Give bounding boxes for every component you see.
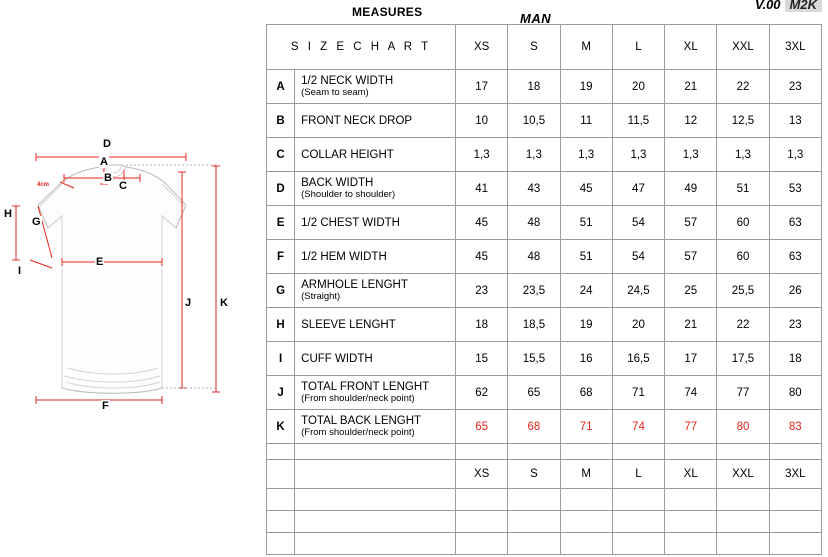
measure-value: 26 [769,274,821,308]
empty-cell [267,460,295,489]
measure-value: 1,3 [717,138,769,172]
measure-value: 83 [769,410,821,444]
empty-cell [612,444,664,460]
measure-value: 54 [612,206,664,240]
version-badge [755,0,822,12]
measure-name: COLLAR HEIGHT [301,148,394,161]
empty-cell [612,533,664,555]
measure-value: 10 [456,104,508,138]
size-chart-heading: S I Z E C H A R T [267,25,456,70]
measure-value: 68 [508,410,560,444]
row-letter-e: E [267,206,295,240]
size-header-s: S [508,25,560,70]
empty-cell [769,489,821,511]
footer-size-header-s: S [508,460,560,489]
empty-cell [560,444,612,460]
measure-value: 13 [769,104,821,138]
version-number: V.00 [754,0,781,12]
measure-value: 45 [456,206,508,240]
measure-value: 1,3 [560,138,612,172]
measure-value: 17 [456,70,508,104]
measure-value: 77 [665,410,717,444]
table-row [267,70,822,104]
empty-cell [769,533,821,555]
row-description [295,104,456,138]
footer-size-header-xxl: XXL [717,460,769,489]
measure-name: TOTAL FRONT LENGHT [301,381,430,393]
empty-cell [508,533,560,555]
measure-value: 20 [612,70,664,104]
table-row [267,104,822,138]
measure-note: (Straight) [301,291,341,302]
table-row [267,138,822,172]
dim-label-K: K [220,297,228,309]
table-row [267,274,822,308]
row-letter-d: D [267,172,295,206]
measure-name: ARMHOLE LENGHT [301,279,408,291]
measure-value: 18 [456,308,508,342]
measure-value: 10,5 [508,104,560,138]
empty-cell [267,533,295,555]
empty-cell [769,444,821,460]
empty-cell [612,489,664,511]
footer-size-header-xl: XL [665,460,717,489]
measure-value: 65 [508,376,560,410]
measure-value: 80 [769,376,821,410]
spacer-row [267,444,822,460]
row-description [295,410,456,444]
row-description [295,274,456,308]
measure-value: 15,5 [508,342,560,376]
measure-value: 19 [560,70,612,104]
measure-name: TOTAL BACK LENGHT [301,415,422,427]
size-header-l: L [612,25,664,70]
measure-value: 57 [665,206,717,240]
dim-label-B: B [104,172,112,184]
empty-cell [456,533,508,555]
measure-value: 23 [769,70,821,104]
measure-note: (Shoulder to shoulder) [301,189,396,200]
measure-value: 17,5 [717,342,769,376]
empty-cell [267,489,295,511]
measure-value: 25,5 [717,274,769,308]
measure-name: 1/2 NECK WIDTH [301,75,394,87]
empty-row [267,511,822,533]
measure-value: 1,3 [508,138,560,172]
table-header-row [267,25,822,70]
size-chart-table [266,24,822,555]
size-chart-body [267,25,822,555]
empty-cell [665,533,717,555]
dim-label-A: A [100,156,108,168]
dim-label-E: E [96,256,104,268]
measure-value: 51 [560,206,612,240]
size-header-m: M [560,25,612,70]
empty-cell [456,511,508,533]
measure-note: (From shoulder/neck point) [301,393,415,404]
empty-cell [560,511,612,533]
measure-value: 23 [769,308,821,342]
row-letter-h: H [267,308,295,342]
measure-value: 18 [769,342,821,376]
measure-value: 45 [456,240,508,274]
measure-value: 21 [665,308,717,342]
measure-value: 60 [717,206,769,240]
measure-value: 22 [717,70,769,104]
measure-value: 74 [665,376,717,410]
measure-value: 51 [717,172,769,206]
row-letter-c: C [267,138,295,172]
empty-cell [295,460,456,489]
tshirt-svg [0,110,262,440]
table-footer-size-row [267,460,822,489]
footer-size-header-xs: XS [456,460,508,489]
table-row [267,376,822,410]
footer-size-header-l: L [612,460,664,489]
measure-value: 18 [508,70,560,104]
measure-value: 1,3 [612,138,664,172]
dim-label-J: J [185,297,192,309]
row-description [295,342,456,376]
measure-value: 51 [560,240,612,274]
empty-cell [456,444,508,460]
row-description [295,70,456,104]
empty-cell [508,511,560,533]
table-row [267,410,822,444]
empty-row [267,533,822,555]
measure-value: 57 [665,240,717,274]
measure-value: 19 [560,308,612,342]
measure-value: 41 [456,172,508,206]
dim-label-C: C [119,180,127,192]
table-row [267,172,822,206]
measure-value: 71 [560,410,612,444]
tshirt-technical-drawing [0,110,262,440]
row-description [295,240,456,274]
table-row [267,342,822,376]
measure-value: 23 [456,274,508,308]
measure-note: (From shoulder/neck point) [301,427,415,438]
measure-value: 63 [769,240,821,274]
size-header-xs: XS [456,25,508,70]
measure-value: 25 [665,274,717,308]
measure-name: BACK WIDTH [301,177,374,189]
measure-value: 80 [717,410,769,444]
row-description [295,206,456,240]
measure-value: 43 [508,172,560,206]
empty-cell [665,511,717,533]
measure-value: 23,5 [508,274,560,308]
empty-cell [456,489,508,511]
row-letter-b: B [267,104,295,138]
empty-cell [267,511,295,533]
row-letter-k: K [267,410,295,444]
measure-value: 24,5 [612,274,664,308]
empty-row [267,489,822,511]
dim-label-G: G [32,216,41,228]
dim-label-collar-note: 4cm [37,182,50,188]
size-header-xl: XL [665,25,717,70]
measure-value: 22 [717,308,769,342]
measure-value: 45 [560,172,612,206]
measure-value: 15 [456,342,508,376]
row-description [295,138,456,172]
measure-value: 77 [717,376,769,410]
measure-value: 12,5 [717,104,769,138]
measure-value: 16,5 [612,342,664,376]
gender-title: MAN [520,11,552,26]
measures-title: MEASURES [352,5,423,19]
empty-cell [717,511,769,533]
empty-cell [295,533,456,555]
dim-label-D: D [103,138,111,150]
measure-value: 1,3 [456,138,508,172]
empty-cell [560,533,612,555]
measure-value: 65 [456,410,508,444]
measure-value: 18,5 [508,308,560,342]
row-description [295,376,456,410]
row-letter-i: I [267,342,295,376]
table-row [267,308,822,342]
row-letter-a: A [267,70,295,104]
row-letter-g: G [267,274,295,308]
empty-cell [665,444,717,460]
measure-value: 24 [560,274,612,308]
measure-name: SLEEVE LENGHT [301,318,396,331]
empty-cell [717,533,769,555]
measure-value: 11,5 [612,104,664,138]
row-description [295,172,456,206]
measure-value: 74 [612,410,664,444]
measure-value: 16 [560,342,612,376]
measure-value: 1,3 [665,138,717,172]
footer-size-header-3xl: 3XL [769,460,821,489]
row-letter-j: J [267,376,295,410]
measure-value: 53 [769,172,821,206]
measure-value: 49 [665,172,717,206]
row-description [295,308,456,342]
footer-size-header-m: M [560,460,612,489]
measure-value: 63 [769,206,821,240]
measure-value: 54 [612,240,664,274]
empty-cell [717,444,769,460]
measure-value: 21 [665,70,717,104]
empty-cell [508,444,560,460]
dim-label-H: H [4,208,12,220]
measure-value: 12 [665,104,717,138]
empty-cell [717,489,769,511]
table-row [267,240,822,274]
dim-label-F: F [102,400,109,412]
empty-cell [665,489,717,511]
row-letter-f: F [267,240,295,274]
measure-value: 48 [508,240,560,274]
measure-value: 17 [665,342,717,376]
table-row [267,206,822,240]
measure-note: (Seam to seam) [301,87,369,98]
measure-name: CUFF WIDTH [301,352,373,365]
measure-value: 20 [612,308,664,342]
empty-cell [295,489,456,511]
empty-cell [295,511,456,533]
empty-cell [295,444,456,460]
measure-value: 11 [560,104,612,138]
measure-value: 62 [456,376,508,410]
empty-cell [769,511,821,533]
measure-value: 48 [508,206,560,240]
measure-value: 47 [612,172,664,206]
size-header-3xl: 3XL [769,25,821,70]
empty-cell [508,489,560,511]
version-tag: M2K [785,0,822,12]
empty-cell [267,444,295,460]
measure-name: 1/2 CHEST WIDTH [301,216,400,229]
measure-value: 60 [717,240,769,274]
measure-value: 71 [612,376,664,410]
empty-cell [560,489,612,511]
measure-name: FRONT NECK DROP [301,114,413,127]
measure-name: 1/2 HEM WIDTH [301,250,387,263]
measure-value: 68 [560,376,612,410]
measure-value: 1,3 [769,138,821,172]
empty-cell [612,511,664,533]
size-header-xxl: XXL [717,25,769,70]
dim-label-I: I [18,265,22,277]
